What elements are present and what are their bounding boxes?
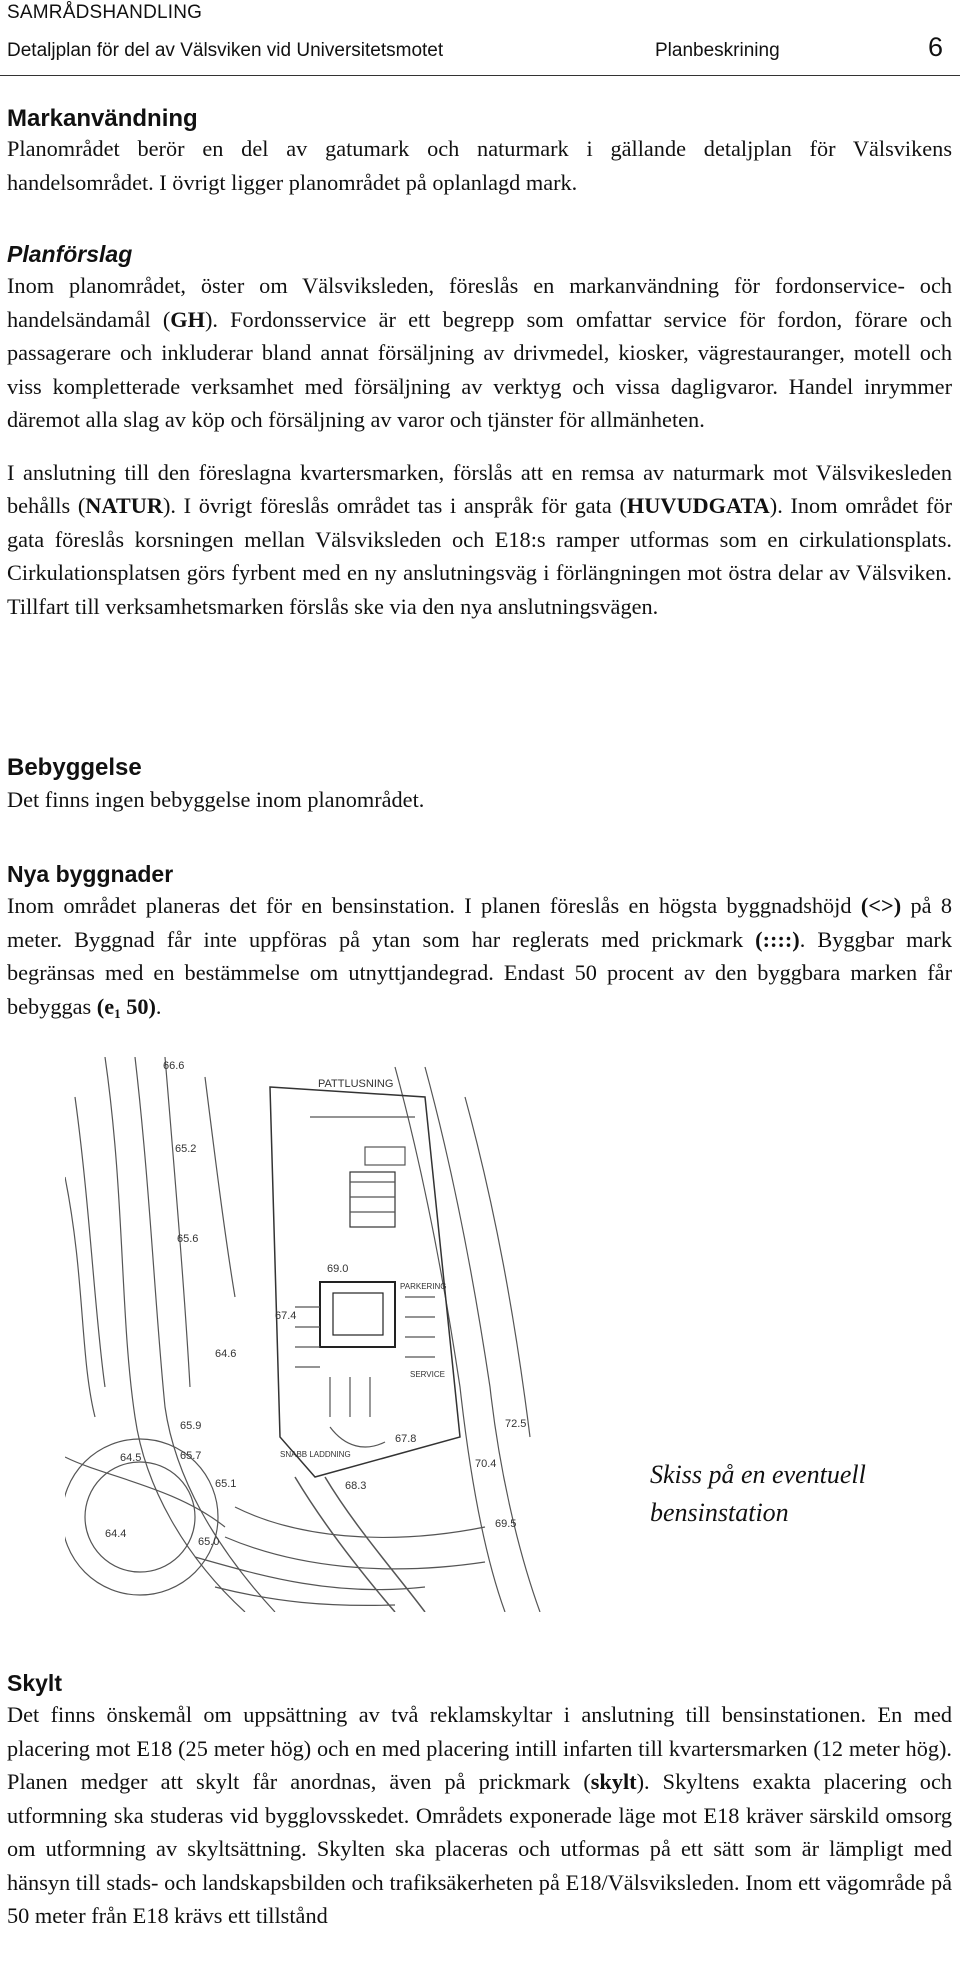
code-natur: NATUR xyxy=(85,493,163,518)
map-label-67-8: 67.8 xyxy=(395,1433,417,1445)
map-label-service: SERVICE xyxy=(410,1370,445,1379)
heading-skylt: Skylt xyxy=(7,1670,62,1696)
heading-bebyggelse: Bebyggelse xyxy=(7,754,142,781)
map-label-parkering: PARKERING xyxy=(400,1282,447,1291)
markanvandning-text: Planområdet berör en del av gatumark och naturmark i gällande detaljplan för Välsvikens handelsområdet. I övrigt ligger planområdet på oplanlagd mark. xyxy=(7,136,952,195)
section-bebyggelse xyxy=(7,753,952,817)
code-height: (<>) xyxy=(860,893,902,918)
heading-markanvandning: Markanvändning xyxy=(7,105,198,132)
planforslag-paragraph-1: Inom planområdet, öster om Välsviksleden, föreslås en markanvändning för fordonservice- och handelsändamål (GH). Fordonsservice är ett begrepp som omfattar service för fordon, förare och passagerare och inkluderar bland annat försäljning av drivmedel, kiosker, vägrestauranger, motell och viss kompletterade verksamhet med försäljning av verktyg och vissa dagligvaror. Handel inrymmer däremot alla slag av köp och försäljning av varor och tjänster för allmänheten. xyxy=(7,273,952,432)
map-label-65-6: 65.6 xyxy=(177,1233,199,1245)
code-huvudgata: HUVUDGATA xyxy=(626,493,770,518)
section-skylt xyxy=(7,1668,952,1933)
map-label-67-4: 67.4 xyxy=(275,1310,297,1322)
map-label-64-5: 64.5 xyxy=(120,1452,142,1464)
map-label-65-9: 65.9 xyxy=(180,1420,202,1432)
section-markanvandning xyxy=(7,104,952,199)
map-label-pattlusning: PATTLUSNING xyxy=(318,1078,394,1090)
document-subtitle: Detaljplan för del av Välsviken vid Universitetsmotet xyxy=(7,40,444,61)
section-planforslag xyxy=(7,239,952,623)
code-utnyttjandegrad: ($e_1$ 50) xyxy=(96,993,156,1021)
map-label-64-6: 64.6 xyxy=(215,1348,237,1360)
map-label-69-5: 69.5 xyxy=(495,1518,517,1530)
skylt-text: Det finns önskemål om uppsättning av två reklamskyltar i anslutning till bensinstationen. En med placering mot E18 (25 meter hög) och en med placering intill infarten till kvartersmarken (12 meter hög). Planen medger att skylt får anordnas, även på prickmark (skylt). Skyltens exakta placering och utformning ska studeras vid bygglovsskedet. Områdets exponerade läge mot E18 kräver särskild omsorg om utformning av skyltsättning. Skylten ska placeras och utformas på ett sätt som är lämpligt med hänsyn till stads- och landskapsbilden och trafiksäkerheten på E18/Välsviksleden. Inom ett vägområde på 50 meter från E18 krävs ett tillstånd xyxy=(7,1702,952,1928)
map-label-70-4: 70.4 xyxy=(475,1458,497,1470)
map-label-69-0: 69.0 xyxy=(327,1263,349,1275)
map-label-65-1: 65.1 xyxy=(215,1478,237,1490)
map-label-65-2: 65.2 xyxy=(175,1143,197,1155)
document-section-name: Planbeskrining xyxy=(655,40,780,61)
section-nya-byggnader xyxy=(7,859,952,1030)
map-label-snabbladdning: SNABB LADDNING xyxy=(280,1450,351,1459)
map-label-68-3: 68.3 xyxy=(345,1480,367,1492)
map-label-66-6: 66.6 xyxy=(163,1060,185,1072)
map-label-72-5: 72.5 xyxy=(505,1418,527,1430)
planforslag-paragraph-2: I anslutning till den föreslagna kvartersmarken, förslås att en remsa av naturmark mot Välsvikesleden behålls (NATUR). I övrigt föreslås området tas i anspråk för gata (HUVUDGATA). Inom området för gata föreslås korsningen mellan Välsviksleden och E18:s ramper utformas som en cirkulationsplats. Cirkulationsplatsen görs fyrbent med en ny anslutningsväg i förlängningen mot östra delar av Välsviken. Tillfart till verksamhetsmarken förslås ske via den nya anslutningsvägen. xyxy=(7,459,953,619)
site-plan-drawing xyxy=(65,1057,575,1612)
map-label-65-7: 65.7 xyxy=(180,1450,202,1462)
code-gh: GH xyxy=(170,306,205,332)
heading-planforslag: Planförslag xyxy=(7,241,133,267)
nya-byggnader-text: Inom området planeras det för en bensinstation. I planen föreslås en högsta byggnadshöjd (<>) på 8 meter. Byggnad får inte uppföras på ytan som har reglerats med prickmark (::::). Byggbar mark begränsas med en bestämmelse om utnyttjandegrad. Endast 50 procent av den byggbara marken får bebyggas ($e_1$ 50). xyxy=(7,893,953,1021)
code-prickmark: (::::) xyxy=(755,926,800,952)
map-label-65-0: 65.0 xyxy=(198,1536,220,1548)
sketch-caption: Skiss på en eventuell bensinstation xyxy=(650,1460,866,1527)
header-divider xyxy=(0,75,960,76)
code-skylt: skylt xyxy=(590,1769,637,1794)
map-label-64-4: 64.4 xyxy=(105,1528,127,1540)
heading-nya-byggnader: Nya byggnader xyxy=(7,861,174,887)
bebyggelse-text: Det finns ingen bebyggelse inom planområdet. xyxy=(7,787,425,812)
document-status-label: SAMRÅDSHANDLING xyxy=(7,2,203,23)
page-number: 6 xyxy=(928,32,944,62)
